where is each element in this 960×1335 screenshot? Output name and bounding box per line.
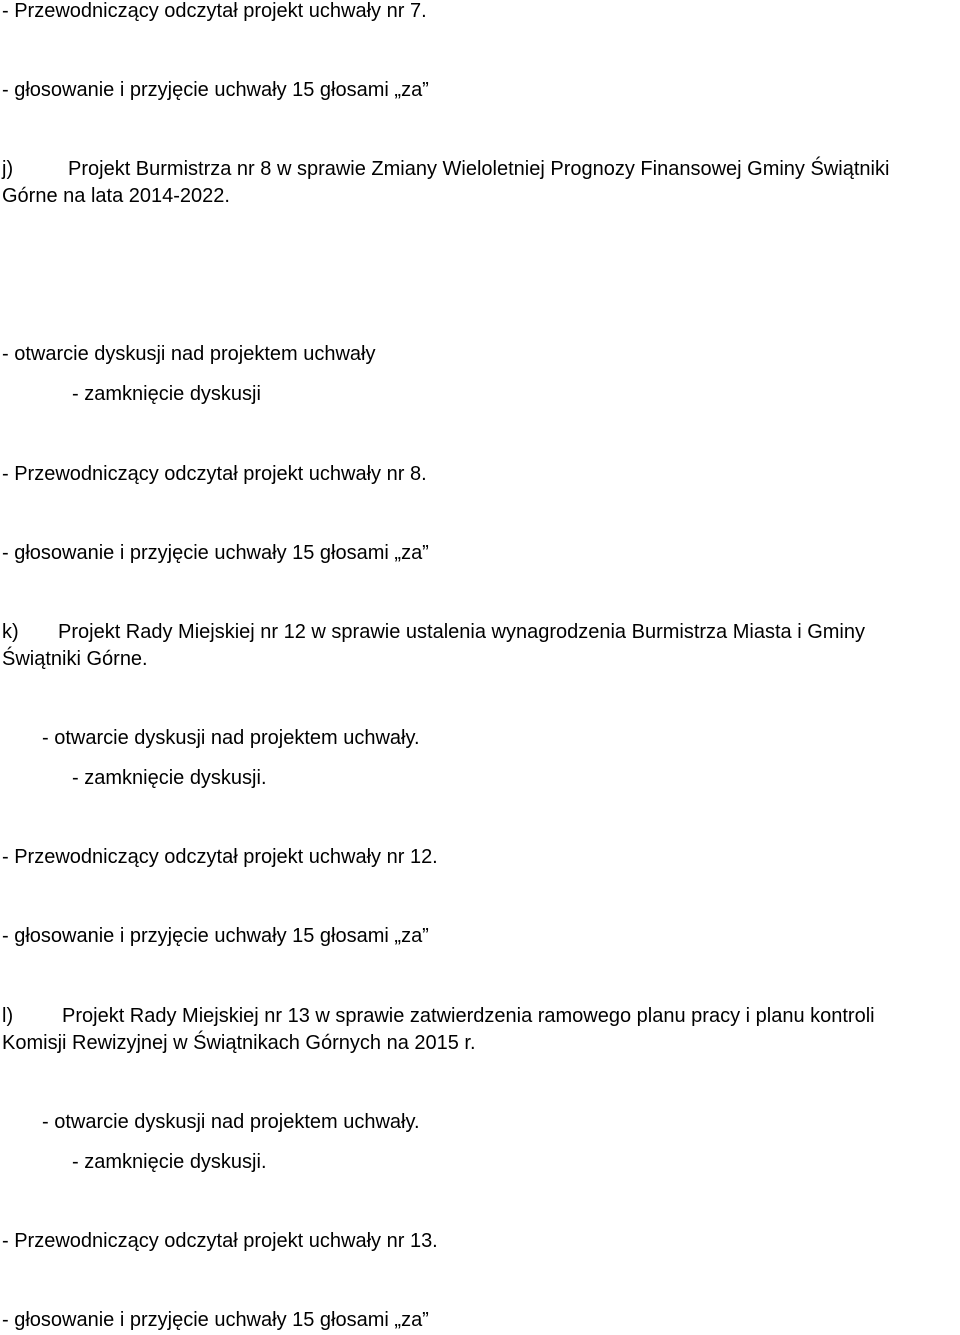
discussion-close-line-8: - zamknięcie dyskusji xyxy=(72,383,261,405)
chair-read-line-8: - Przewodniczący odczytał projekt uchwały nr 8. xyxy=(2,463,427,485)
item-l-heading xyxy=(2,1003,875,1029)
vote-line-8: - głosowanie i przyjęcie uchwały 15 głosami „za” xyxy=(2,542,429,564)
item-l-text: Projekt Rady Miejskiej nr 13 w sprawie zatwierdzenia ramowego planu pracy i planu kontroli xyxy=(62,1005,875,1027)
chair-read-line-7: - Przewodniczący odczytał projekt uchwały nr 7. xyxy=(2,0,427,22)
item-k-heading xyxy=(2,619,865,645)
item-l-continuation: Komisji Rewizyjnej w Świątnikach Górnych na 2015 r. xyxy=(2,1032,476,1054)
chair-read-line-12: - Przewodniczący odczytał projekt uchwały nr 12. xyxy=(2,846,438,868)
discussion-close-line-12: - zamknięcie dyskusji. xyxy=(72,767,267,789)
item-l-label: l) xyxy=(2,1005,14,1027)
vote-line-7: - głosowanie i przyjęcie uchwały 15 głosami „za” xyxy=(2,79,429,101)
chair-read-line-13: - Przewodniczący odczytał projekt uchwały nr 13. xyxy=(2,1230,438,1252)
item-j-heading xyxy=(2,156,889,182)
item-j-text: Projekt Burmistrza nr 8 w sprawie Zmiany Wieloletniej Prognozy Finansowej Gminy Świątniki xyxy=(68,158,890,180)
vote-line-13: - głosowanie i przyjęcie uchwały 15 głosami „za” xyxy=(2,1309,429,1331)
item-k-continuation: Świątniki Górne. xyxy=(2,648,148,670)
discussion-close-line-13: - zamknięcie dyskusji. xyxy=(72,1151,267,1173)
item-k-text: Projekt Rady Miejskiej nr 12 w sprawie ustalenia wynagrodzenia Burmistrza Miasta i Gminy xyxy=(58,621,865,643)
item-k-label: k) xyxy=(2,621,19,643)
discussion-open-line-13: - otwarcie dyskusji nad projektem uchwały. xyxy=(42,1111,420,1133)
item-j-continuation: Górne na lata 2014-2022. xyxy=(2,185,230,207)
vote-line-12: - głosowanie i przyjęcie uchwały 15 głosami „za” xyxy=(2,925,429,947)
discussion-open-line-8: - otwarcie dyskusji nad projektem uchwały xyxy=(2,343,376,365)
discussion-open-line-12: - otwarcie dyskusji nad projektem uchwały. xyxy=(42,727,420,749)
item-j-label: j) xyxy=(2,158,14,180)
